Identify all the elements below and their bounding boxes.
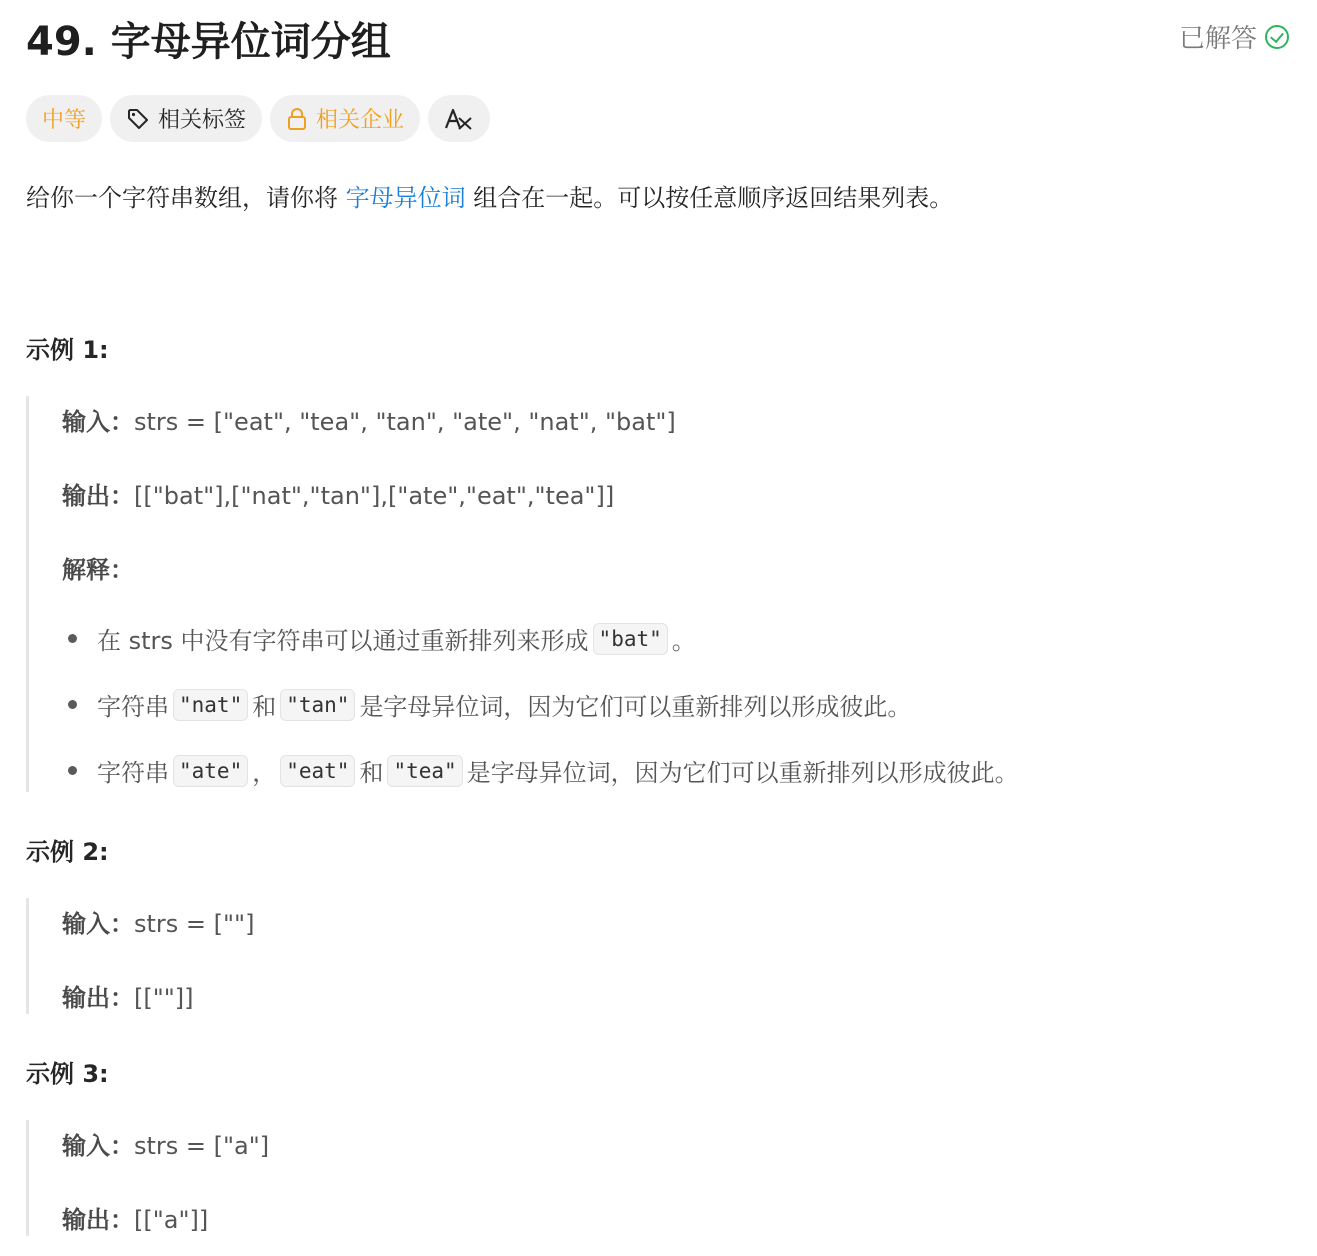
problem-description xyxy=(26,178,953,213)
input-value: strs = [""] xyxy=(134,910,255,938)
example-3-output xyxy=(62,1200,208,1235)
input-label: 输入： xyxy=(62,1132,134,1160)
example-3-input xyxy=(62,1126,269,1161)
example-1-block xyxy=(26,396,1291,792)
bullet-dot xyxy=(68,700,77,709)
input-label: 输入： xyxy=(62,910,134,938)
list-item: 字符串 "nat" 和 "tan" 是字母异位词，因为它们可以重新排列以形成彼此。 xyxy=(68,687,911,722)
example-2-block xyxy=(26,898,1291,1014)
inline-code: "bat" xyxy=(593,623,668,655)
bullet-dot xyxy=(68,766,77,775)
example-2-title: 示例 2: xyxy=(26,838,109,866)
bullet-dot xyxy=(68,634,77,643)
example-1-title: 示例 1: xyxy=(26,336,109,364)
example-1-explain xyxy=(62,550,134,585)
output-value: [["a"]] xyxy=(134,1206,209,1234)
inline-code: "eat" xyxy=(280,755,355,787)
output-label: 输出： xyxy=(62,1206,134,1234)
output-value: [["bat"],["nat","tan"],["ate","eat","tea"]] xyxy=(134,482,615,510)
related-tags-button[interactable] xyxy=(110,95,262,142)
related-tags-label: 相关标签 xyxy=(158,108,247,133)
inline-code: "tan" xyxy=(280,689,355,721)
related-companies-label: 相关企业 xyxy=(316,108,405,133)
example-2-input xyxy=(62,904,254,939)
inline-code: "nat" xyxy=(173,689,248,721)
problem-title[interactable]: 49. 字母异位词分组 xyxy=(26,19,391,65)
input-value: strs = ["eat", "tea", "tan", "ate", "nat", "bat"] xyxy=(134,408,676,436)
output-value: [[""]] xyxy=(134,984,194,1012)
description-text-rest: 组合在一起。可以按任意顺序返回结果列表。 xyxy=(465,184,954,212)
translate-button[interactable] xyxy=(428,95,490,142)
anagram-link[interactable]: 字母异位词 xyxy=(345,184,466,212)
example-3-block xyxy=(26,1120,1291,1236)
difficulty-label: 中等 xyxy=(42,108,87,133)
solved-status xyxy=(1179,18,1289,55)
example-1-input xyxy=(62,402,676,437)
list-item: 在 strs 中没有字符串可以通过重新排列来形成 "bat" 。 xyxy=(68,621,696,656)
inline-code: "tea" xyxy=(387,755,462,787)
inline-code: "ate" xyxy=(173,755,248,787)
input-label: 输入： xyxy=(62,408,134,436)
output-label: 输出： xyxy=(62,984,134,1012)
problem-header xyxy=(26,6,1291,64)
output-label: 输出： xyxy=(62,482,134,510)
related-companies-button[interactable] xyxy=(270,95,420,142)
lock-icon xyxy=(286,107,308,131)
explain-label: 解释： xyxy=(62,556,134,584)
input-value: strs = ["a"] xyxy=(134,1132,270,1160)
solved-label: 已解答 xyxy=(1178,24,1257,54)
example-2-output xyxy=(62,978,194,1013)
description-text: 给你一个字符串数组，请你将 xyxy=(26,184,346,212)
tag-icon xyxy=(126,107,150,131)
check-circle-icon xyxy=(1265,25,1289,49)
example-1-output xyxy=(62,476,614,511)
difficulty-badge xyxy=(26,95,102,142)
translate-icon xyxy=(444,106,474,132)
example-3-title: 示例 3: xyxy=(26,1060,109,1088)
tag-row xyxy=(26,95,490,142)
list-item: 字符串 "ate" ， "eat" 和 "tea" 是字母异位词，因为它们可以重新排列以形成彼此。 xyxy=(68,753,1019,788)
